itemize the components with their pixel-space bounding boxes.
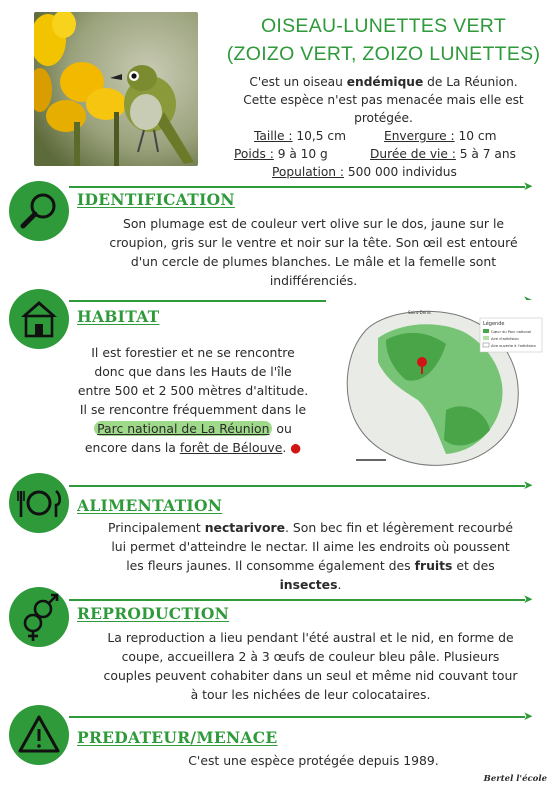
map-pin-icon: ● <box>290 440 302 455</box>
reproduction-circle <box>9 587 69 647</box>
magnifier-icon <box>9 181 69 241</box>
habitat-circle <box>9 289 69 349</box>
alimentation-title: ALIMENTATION <box>77 496 223 515</box>
identification-text: Son plumage est de couleur vert olive sur le dos, jaune sur le croupion, gris sur le ventre et noir sur la tête. Son œil est entouré d'un cercle de plumes blanches. Le mâle et la femelle sont indifférenciés. <box>109 216 518 288</box>
habitat-map <box>326 300 549 472</box>
reproduction-rule <box>69 599 525 601</box>
svg-text:Aire ouverte à l'adhésion: Aire ouverte à l'adhésion <box>491 344 536 348</box>
identification-circle <box>9 181 69 241</box>
page-title: OISEAU-LUNETTES VERT <box>260 15 507 37</box>
stat-duree: Durée de vie : 5 à 7 ans <box>370 147 516 161</box>
alimentation-rule <box>69 485 525 487</box>
predateur-title: PREDATEUR/MENACE <box>77 728 278 747</box>
arrow-icon: ➤ <box>523 179 534 193</box>
reproduction-title: REPRODUCTION <box>77 604 230 623</box>
stat-taille: Taille : 10,5 cm <box>254 129 346 143</box>
plate-icon <box>9 473 69 533</box>
credit-text: Bertel l'école <box>483 774 547 784</box>
arrow-icon: ➤ <box>523 592 534 606</box>
predateur-rule <box>69 716 525 718</box>
svg-text:Aire d'adhésion: Aire d'adhésion <box>491 337 519 341</box>
stat-population: Population : 500 000 individus <box>272 165 457 179</box>
predateur-circle <box>9 705 69 765</box>
predateur-text: C'est une espèce protégée depuis 1989. <box>188 753 439 768</box>
intro-text: C'est un oiseau endémique de La Réunion. Cette espèce n'est pas menacée mais elle est protégée. <box>243 75 524 125</box>
page-subtitle: (ZOIZO VERT, ZOIZO LUNETTES) <box>226 43 541 65</box>
stat-envergure: Envergure : 10 cm <box>384 129 497 143</box>
alimentation-text: Principalement nectarivore. Son bec fin et légèrement recourbé lui permet d'atteindre le nectar. Il aime les endroits où poussent les fleurs jaunes. Il consomme également des fruits et des insectes. <box>107 520 514 592</box>
map-legend-title: Légende <box>483 321 505 327</box>
bird-photo <box>34 12 198 166</box>
house-icon <box>9 289 69 349</box>
arrow-icon: ➤ <box>523 709 534 723</box>
arrow-icon: ➤ <box>523 478 534 492</box>
habitat-title: HABITAT <box>77 307 160 326</box>
alimentation-circle <box>9 473 69 533</box>
reproduction-text: La reproduction a lieu pendant l'été austral et le nid, en forme de coupe, accueillera 2 à 3 œufs de couleur bleu pâle. Plusieurs couples peuvent cohabiter dans un seul et même nid couvant tour à tour les nichées de leur colocataires. <box>103 630 518 702</box>
park-highlight: Parc national de La Réunion <box>94 421 272 436</box>
gender-icon <box>9 587 69 647</box>
svg-text:Cœur du Parc national: Cœur du Parc national <box>491 330 532 334</box>
stat-poids: Poids : 9 à 10 g <box>234 147 328 161</box>
habitat-text: Il est forestier et ne se rencontre donc que dans les Hauts de l'île entre 500 et 2 500 mètres d'altitude. Il se rencontre fréquemment dans le Parc national de La Réunion ou encore dans la forêt de Bélouve. ● <box>77 345 309 455</box>
stats-block <box>212 127 555 181</box>
map-town-label: Saint-Denis <box>408 310 431 315</box>
warning-icon <box>9 705 69 765</box>
identification-rule <box>69 186 525 188</box>
identification-title: IDENTIFICATION <box>77 190 235 209</box>
